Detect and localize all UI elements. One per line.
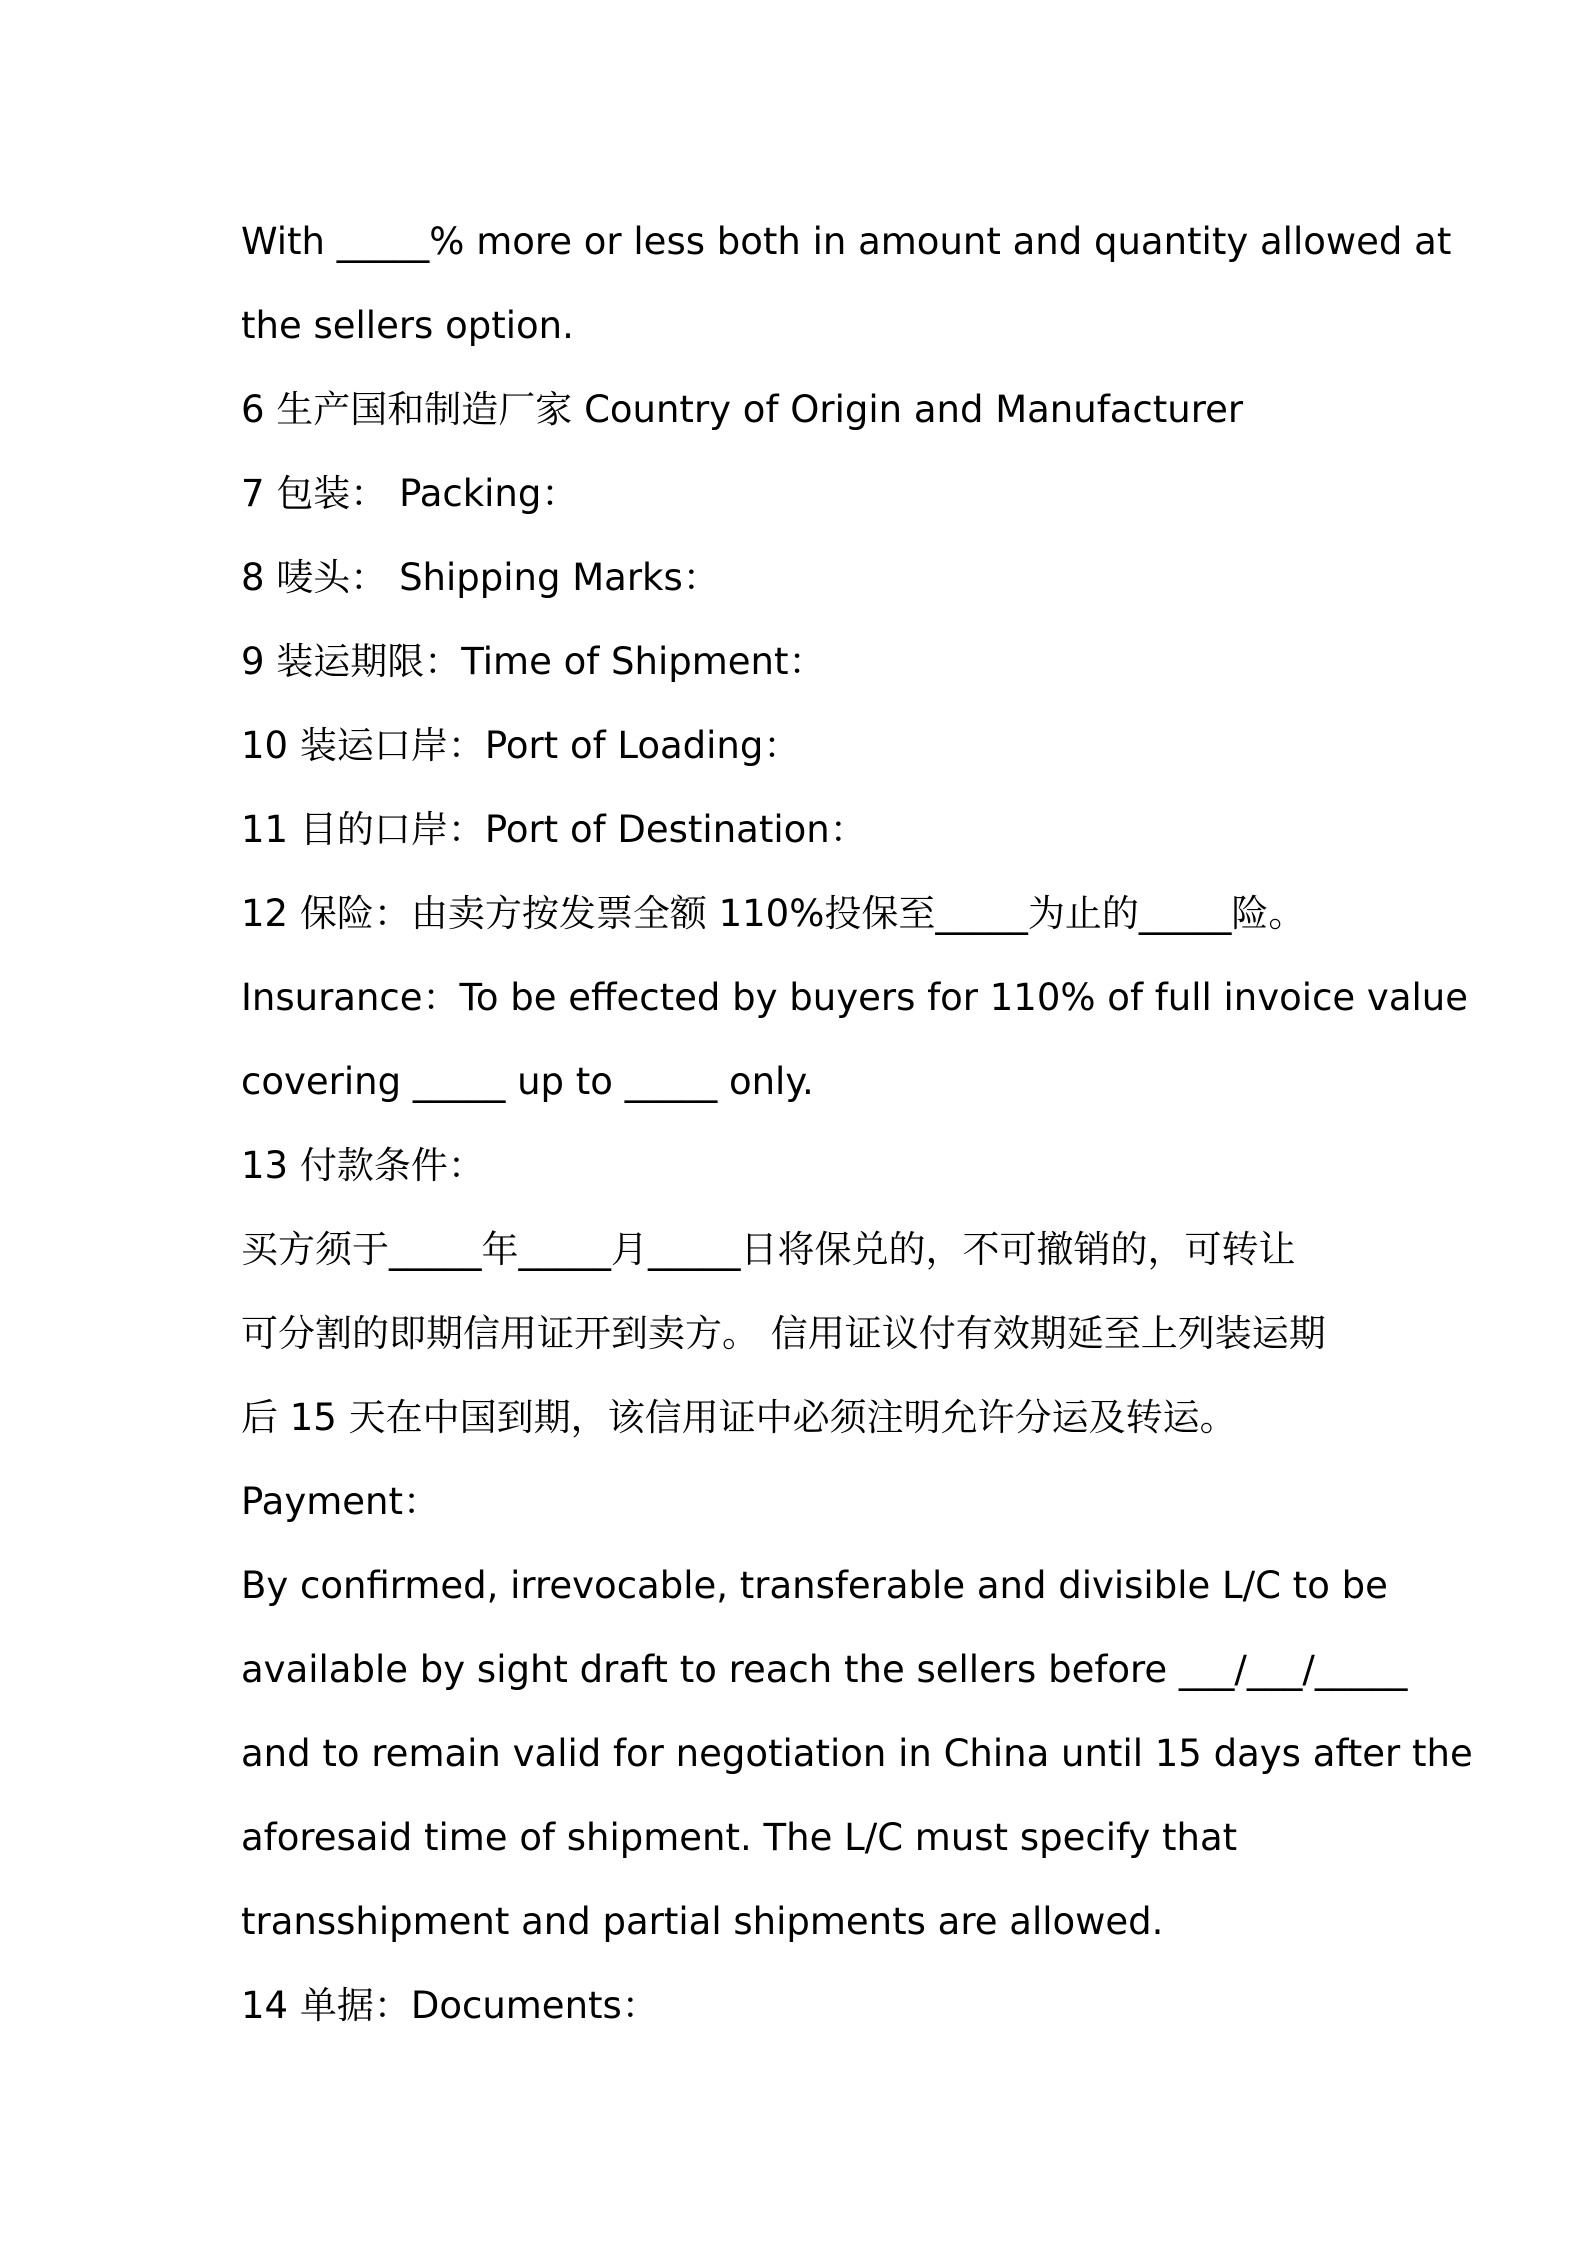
clause-12-insurance-en: Insurance：To be effected by buyers for 110% of full invoice value: [241, 976, 1468, 1019]
text-line: covering _____ up to _____ only.: [241, 1060, 814, 1103]
payment-terms-cn: 后 15 天在中国到期，该信用证中必须注明允许分运及转运。: [241, 1396, 1237, 1439]
payment-terms-en: available by sight draft to reach the sellers before ___/___/_____: [241, 1648, 1408, 1691]
clause-9-time-of-shipment: 9 装运期限：Time of Shipment：: [241, 640, 826, 683]
payment-terms-en: By confirmed, irrevocable, transferable and divisible L/C to be: [241, 1564, 1388, 1607]
clause-13-payment-terms: 13 付款条件：: [241, 1144, 485, 1187]
payment-terms-en: and to remain valid for negotiation in China until 15 days after the: [241, 1732, 1473, 1775]
clause-8-shipping-marks: 8 唛头： Shipping Marks：: [241, 556, 720, 599]
payment-terms-en: aforesaid time of shipment. The L/C must specify that: [241, 1816, 1238, 1859]
text-line: the sellers option.: [241, 304, 574, 347]
clause-14-documents: 14 单据：Documents：: [241, 1984, 659, 2027]
payment-heading: Payment：: [241, 1480, 440, 1523]
text-line: With _____% more or less both in amount and quantity allowed at: [241, 220, 1452, 263]
clause-7-packing: 7 包装： Packing：: [241, 472, 579, 515]
document-body: [241, 200, 1473, 2048]
clause-10-port-of-loading: 10 装运口岸：Port of Loading：: [241, 724, 801, 767]
clause-11-port-of-destination: 11 目的口岸：Port of Destination：: [241, 808, 867, 851]
payment-terms-cn: 可分割的即期信用证开到卖方。 信用证议付有效期延至上列装运期: [241, 1312, 1326, 1355]
clause-6-origin-manufacturer: 6 生产国和制造厂家 Country of Origin and Manufacturer: [241, 388, 1244, 431]
payment-terms-en: transshipment and partial shipments are allowed.: [241, 1900, 1164, 1943]
clause-12-insurance-cn: 12 保险：由卖方按发票全额 110%投保至_____为止的_____险。: [241, 892, 1306, 935]
payment-terms-cn: 买方须于_____年_____月_____日将保兑的，不可撤销的，可转让: [241, 1228, 1296, 1271]
